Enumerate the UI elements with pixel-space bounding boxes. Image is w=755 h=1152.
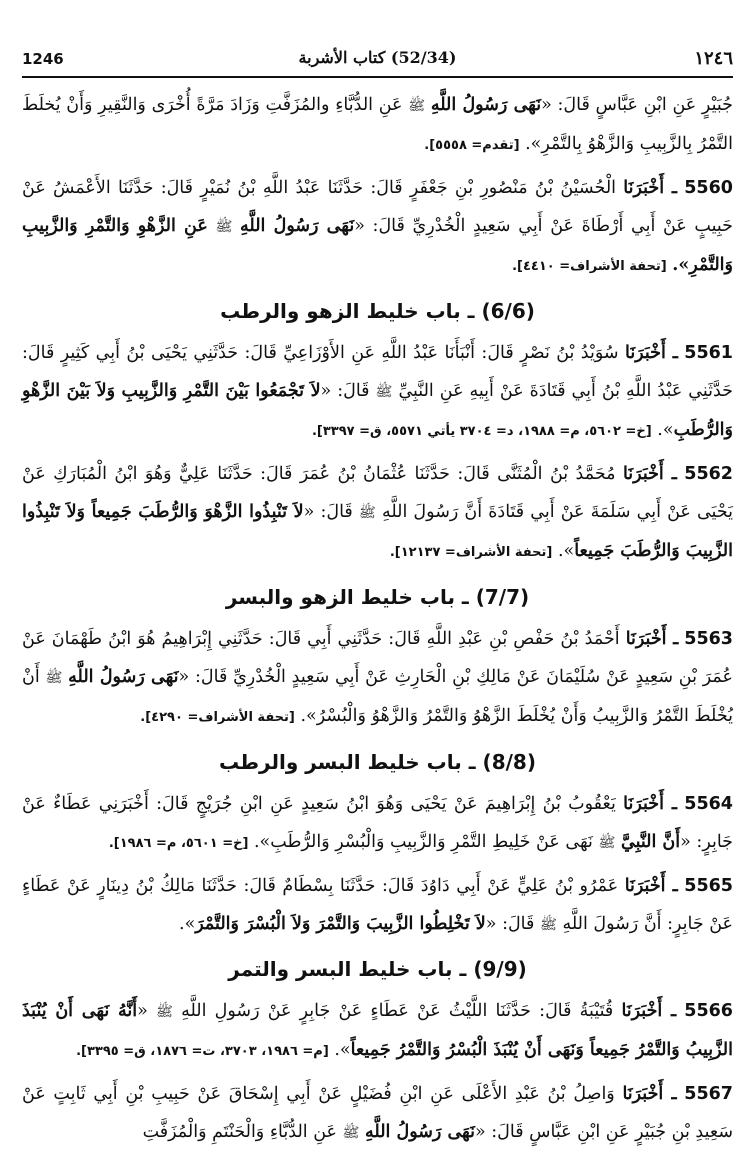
chapter-title: ـ باب خليط البسر والرطب — [219, 750, 476, 774]
hadith-quote: لاَ تَجْمَعُوا بَيْنَ التَّمْرِ وَالزَّبِيبِ وَلاَ بَيْنَ الزَّهْوِ وَالرُّطَبِ — [22, 381, 733, 440]
hadith-quote: أَنَّ النَّبِيَّ — [621, 832, 681, 852]
hadith-intro: ـ أَخْبَرَنَا — [624, 343, 678, 363]
hadith-5564 — [22, 785, 733, 863]
honorific-glyph: ﷺ — [45, 670, 63, 686]
hadith-text: ». — [334, 1040, 351, 1060]
hadith-5563 — [22, 620, 733, 737]
chapter-number: (9/9) — [473, 957, 527, 981]
honorific-glyph: ﷺ — [539, 917, 557, 933]
hadith-text: ». — [179, 914, 196, 934]
hadith-5566 — [22, 992, 733, 1071]
hadith-text: « — [137, 1001, 148, 1021]
hadith-quote: نَهَى رَسُولُ اللَّهِ — [240, 216, 355, 236]
hadith-number: 5563 — [684, 629, 733, 649]
hadith-reference: [م= ١٩٨٦، ٣٧٠٣، ت= ١٨٧٦، ق= ٣٣٩٥]. — [76, 1044, 329, 1059]
hadith-text: ». — [657, 420, 674, 440]
hadith-quote: نَهَى رَسُولُ اللَّهِ — [430, 95, 542, 115]
hadith-quote: لاَ تَخْلِطُوا الزَّبِيبَ وَالتَّمْرَ وَلاَ الْبُسْرَ وَالتَّمْرَ — [195, 914, 486, 934]
hadith-text: سُوَيْدُ بْنُ نَصْرٍ قَالَ: أَنْبَأَنَا عَبْدُ اللَّهِ عَنِ الأَوْزَاعِيِّ قَالَ: حَدَّثَنِي يَحْيَى بْنُ أَبِي كَثِيرٍ قَالَ: حَدَّثَنِي عَبْدُ اللَّهِ بْنُ أَبِي قَتَادَةَ عَنْ أَبِيهِ عَنِ النَّبِيِّ — [22, 343, 733, 401]
hadith-number: 5567 — [684, 1084, 733, 1104]
hadith-number: 5565 — [684, 876, 733, 896]
hadith-text: عَنِ الدُّبَّاءِ والمُزَفَّتِ وَزَادَ مَرَّةً أُخْرَى وَالنَّقِيرِ وَأَنْ يُخلَطَ التَّمْرُ بِالزَّبِيبِ وَالزَّهْوُ بِالتَّمْرِ». — [22, 95, 733, 154]
hadith-text: مُحَمَّدُ بْنُ الْمُثَنَّى قَالَ: حَدَّثَنَا عُثْمَانُ بْنُ عُمَرَ قَالَ: حَدَّثَنَا عَلِيٌّ وَهُوَ ابْنُ الْمُبَارَكِ عَنْ يَحْيَى عَنْ أَبِي سَلَمَةَ عَنْ أَبِي قَتَادَةَ أَنَّ رَسُولَ اللَّهِ — [22, 464, 733, 522]
hadith-text: قَالَ: « — [303, 502, 353, 522]
chapter-title: ـ باب خليط البسر والتمر — [228, 957, 467, 981]
honorific-glyph: ﷺ — [408, 98, 426, 114]
hadith-number: 5566 — [684, 1001, 733, 1021]
hadith-quote: نَهَى رَسُولُ اللَّهِ — [365, 1122, 475, 1142]
hadith-intro: ـ أَخْبَرَنَا — [624, 876, 678, 896]
chapter-heading — [22, 741, 733, 783]
honorific-glyph: ﷺ — [358, 505, 376, 521]
hadith-text: قَالَ: « — [320, 381, 370, 401]
hadith-reference: [تحفة الأشراف= ١٢١٣٧]. — [389, 545, 553, 560]
chapter-title: ـ باب خليط الزهو والرطب — [220, 299, 475, 323]
chapter-heading — [22, 948, 733, 990]
hadith-text: نَهَى عَنْ خَلِيطِ التَّمْرِ وَالزَّبِيبِ وَالْبُسْرِ وَالرُّطَبِ». — [253, 832, 593, 852]
hadith-quote: لاَ تَنْبِذُوا الزَّهْوَ وَالرُّطَبَ جَمِيعاً وَلاَ تَنْبِذُوا الزَّبِيبَ وَالرُّطَبَ جَمِيعاً — [22, 502, 733, 561]
honorific-glyph: ﷺ — [156, 1004, 173, 1020]
hadith-reference: [تحفة الأشراف= ٤٢٩٠]. — [140, 710, 295, 725]
page-header — [22, 40, 733, 78]
hadith-quote: عَنِ الزَّهْوِ وَالتَّمْرِ وَالزَّبِيبِ وَالتَّمْرِ». — [22, 216, 733, 275]
hadith-text: قَالَ: « — [485, 914, 535, 934]
hadith-intro: ـ أَخْبَرَنَا — [625, 629, 679, 649]
hadith-number: 5560 — [684, 178, 733, 198]
hadith-continued — [22, 86, 733, 165]
hadith-intro: ـ أَخْبَرَنَا — [622, 464, 677, 484]
chapter-number: (8/8) — [482, 750, 536, 774]
hadith-5561 — [22, 334, 733, 451]
hadith-intro: ـ أَخْبَرَنَا — [623, 794, 677, 814]
hadith-intro: ـ أَخْبَرَنَا — [623, 178, 677, 198]
chapter-number: (6/6) — [481, 299, 535, 323]
hadith-reference: [تحفة الأشراف= ٤٤١٠]. — [512, 259, 667, 274]
hadith-intro: ـ أَخْبَرَنَا — [621, 1001, 677, 1021]
hadith-reference: [خ= ٥٦٠٢، م= ١٩٨٨، د= ٣٧٠٤ يأتي ٥٥٧١، ق= ٣٣٩٧]. — [311, 424, 652, 439]
chapter-number: (7/7) — [475, 585, 530, 609]
page-body — [22, 86, 733, 1142]
hadith-number: 5561 — [684, 343, 733, 363]
book-title: (52/34) كتاب الأشربة — [298, 48, 457, 67]
hadith-text: أَنْ يُخْلَطَ التَّمْرُ وَالزَّبِيبُ وَأَنْ يُخْلَطَ الزَّهْوُ وَالتَّمْرُ وَالزَّهْوُ وَالْبُسْرُ». — [22, 667, 733, 726]
hadith-5567 — [22, 1075, 733, 1152]
hadith-number: 5564 — [684, 794, 733, 814]
hadith-quote: نَهَى رَسُولُ اللَّهِ — [68, 667, 179, 687]
hadith-text: يَعْقُوبُ بْنُ إِبْرَاهِيمَ عَنْ يَحْيَى وَهُوَ ابْنُ سَعِيدٍ عَنِ ابْنِ جُرَيْجٍ قَالَ: أَخْبَرَنِي عَطَاءٌ عَنْ جَابِرٍ: « — [22, 794, 733, 852]
hadith-text: وَاصِلُ بْنُ عَبْدِ الأَعْلَى عَنِ ابْنِ فُضَيْلٍ عَنْ أَبِي إِسْحَاقَ عَنْ حَبِيبِ بْنِ أَبِي ثَابِتٍ عَنْ سَعِيدِ بْنِ جُبَيْرٍ عَنِ ابْنِ عَبَّاسٍ قَالَ: « — [22, 1084, 733, 1142]
honorific-glyph: ﷺ — [598, 835, 616, 851]
hadith-text: جُبَيْرٍ عَنِ ابْنِ عَبَّاسٍ قَالَ: « — [541, 95, 733, 115]
hadith-text: قُتَيْبَةُ قَالَ: حَدَّثَنَا اللَّيْثُ عَنْ عَطَاءٍ عَنْ جَابِرٍ عَنْ رَسُولِ اللَّهِ — [181, 1001, 614, 1021]
hadith-number: 5562 — [684, 464, 733, 484]
chapter-heading — [22, 576, 733, 618]
honorific-glyph: ﷺ — [375, 384, 393, 400]
hadith-5560 — [22, 169, 733, 286]
hadith-text: ». — [557, 541, 575, 561]
honorific-glyph: ﷺ — [215, 219, 233, 235]
chapter-title: ـ باب خليط الزهو والبسر — [225, 585, 469, 609]
hadith-text: عَمْرُو بْنُ عَلِيٍّ عَنْ أَبِي دَاوُدَ قَالَ: حَدَّثَنَا بِسْطَامٌ قَالَ: حَدَّثَنَا مَالِكُ بْنُ دِينَارٍ عَنْ عَطَاءٍ عَنْ جَابِرٍ: أَنَّ رَسُولَ اللَّهِ — [22, 876, 733, 934]
page-number-latin: 1246 — [22, 50, 64, 68]
hadith-reference: [خ= ٥٦٠١، م= ١٩٨٦]. — [108, 836, 249, 851]
hadith-text: أَحْمَدُ بْنُ حَفْصِ بْنِ عَبْدِ اللَّهِ قَالَ: حَدَّثَنِي أَبِي قَالَ: حَدَّثَنِي إِبْرَاهِيمُ هُوَ ابْنُ طَهْمَانَ عَنْ عُمَرَ بْنِ سَعِيدٍ عَنْ سُلَيْمَانَ عَنْ مَالِكِ بْنِ الْحَارِثِ عَنْ أَبِي سَعِيدٍ الْخُدْرِيِّ قَالَ: « — [22, 629, 733, 687]
page-number-arabic: ١٢٤٦ — [694, 48, 733, 69]
hadith-5562 — [22, 455, 733, 572]
hadith-reference: [تقدم= ٥٥٥٨]. — [424, 138, 520, 153]
hadith-intro: ـ أَخْبَرَنَا — [622, 1084, 677, 1104]
chapter-heading — [22, 290, 733, 332]
hadith-5565 — [22, 867, 733, 944]
hadith-text: الْحُسَيْنُ بْنُ مَنْصُورِ بْنِ جَعْفَرٍ قَالَ: حَدَّثَنَا عَبْدُ اللَّهِ بْنُ نُمَيْرٍ قَالَ: حَدَّثَنَا الأَعْمَشُ عَنْ حَبِيبٍ عَنْ أَبِي أَرْطَاةَ عَنْ أَبِي سَعِيدٍ الْخُدْرِيِّ قَالَ: « — [22, 178, 733, 236]
honorific-glyph: ﷺ — [342, 1125, 360, 1141]
hadith-text: عَنِ الدُّبَّاءِ وَالْحَنْتَمِ وَالْمُزَفَّتِ — [142, 1122, 337, 1142]
hadith-quote: أَنَّهُ نَهَى أَنْ يُنْبَذَ الزَّبِيبُ وَالتَّمْرُ جَمِيعاً وَنَهَى أَنْ يُنْبَذَ الْبُسْرُ وَالتَّمْرُ جَمِيعاً — [22, 1001, 733, 1060]
